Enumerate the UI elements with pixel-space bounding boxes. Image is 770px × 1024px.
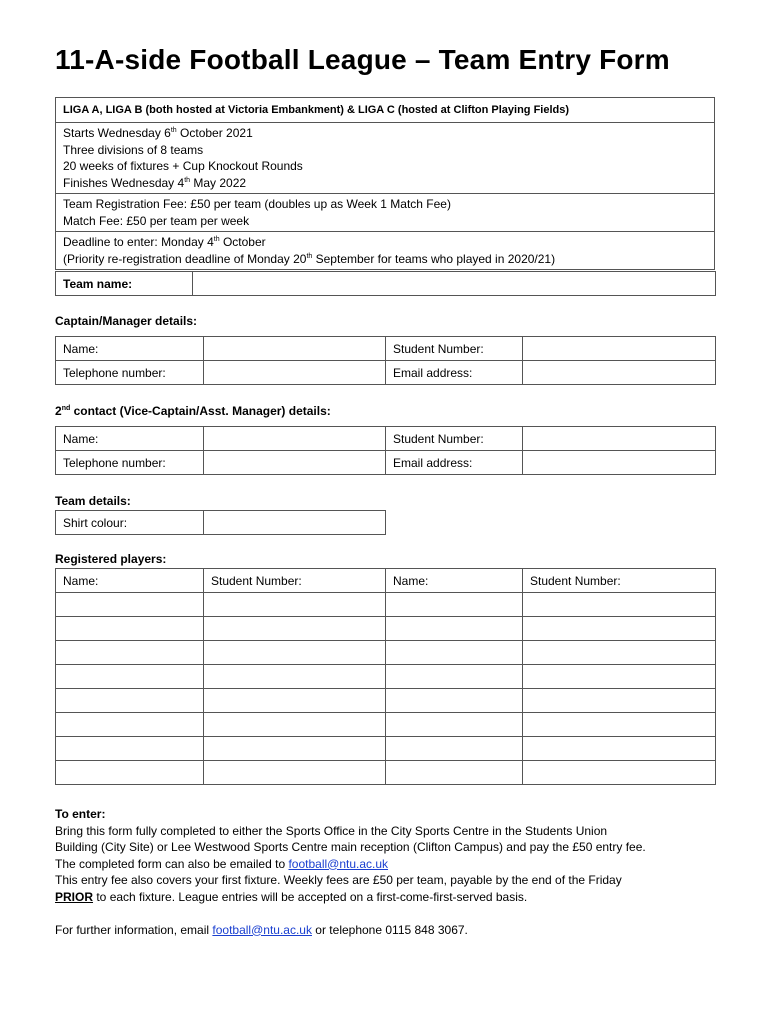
player-row — [56, 641, 716, 665]
player-student-number-field[interactable] — [523, 713, 716, 737]
second-contact-name-field[interactable] — [204, 427, 386, 451]
player-student-number-field[interactable] — [204, 617, 386, 641]
player-name-field[interactable] — [386, 737, 523, 761]
player-name-field[interactable] — [386, 641, 523, 665]
email-link[interactable]: football@ntu.ac.uk — [288, 856, 389, 871]
second-contact-student-number-field[interactable] — [523, 427, 716, 451]
player-student-number-field[interactable] — [204, 593, 386, 617]
player-name-field[interactable] — [56, 761, 204, 785]
captain-table — [55, 336, 716, 385]
captain-telephone-label: Telephone number: — [56, 361, 204, 385]
player-row — [56, 617, 716, 641]
fees-cell — [56, 194, 715, 232]
second-contact-name-label: Name: — [56, 427, 204, 451]
player-student-number-field[interactable] — [204, 689, 386, 713]
deadline-text: Deadline to enter: Monday 4th October — [63, 235, 266, 249]
further-info-email-link[interactable]: football@ntu.ac.uk — [212, 922, 312, 937]
player-row — [56, 593, 716, 617]
deadline-cell — [56, 232, 715, 270]
team-name-table — [55, 271, 716, 296]
player-name-field[interactable] — [56, 617, 204, 641]
registered-players-heading: Registered players: — [55, 552, 167, 566]
player-student-number-field[interactable] — [523, 689, 716, 713]
player-student-number-field[interactable] — [523, 737, 716, 761]
captain-telephone-field[interactable] — [204, 361, 386, 385]
player-name-field[interactable] — [56, 641, 204, 665]
players-col-name-1: Name: — [56, 569, 204, 593]
captain-student-number-field[interactable] — [523, 337, 716, 361]
instructions-line-3: The completed form can also be emailed to football@ntu.ac.uk — [55, 856, 389, 871]
entry-instructions — [55, 806, 735, 938]
player-name-field[interactable] — [386, 665, 523, 689]
players-col-student-number-1: Student Number: — [204, 569, 386, 593]
league-dates-cell — [56, 123, 715, 194]
player-student-number-field[interactable] — [523, 593, 716, 617]
player-name-field[interactable] — [386, 593, 523, 617]
player-name-field[interactable] — [56, 593, 204, 617]
captain-email-field[interactable] — [523, 361, 716, 385]
team-details-heading: Team details: — [55, 494, 131, 508]
player-student-number-field[interactable] — [204, 737, 386, 761]
second-contact-telephone-label: Telephone number: — [56, 451, 204, 475]
shirt-colour-field[interactable] — [204, 511, 386, 535]
player-row — [56, 737, 716, 761]
player-student-number-field[interactable] — [523, 641, 716, 665]
second-contact-table — [55, 426, 716, 475]
player-name-field[interactable] — [386, 617, 523, 641]
player-name-field[interactable] — [56, 689, 204, 713]
registered-players-table — [55, 568, 716, 785]
instructions-line-1: Bring this form fully completed to either the Sports Office in the City Sports Centre in the Students Union — [55, 823, 608, 838]
second-contact-email-field[interactable] — [523, 451, 716, 475]
captain-name-label: Name: — [56, 337, 204, 361]
player-student-number-field[interactable] — [523, 761, 716, 785]
shirt-colour-label: Shirt colour: — [56, 511, 204, 535]
player-row — [56, 761, 716, 785]
further-information-line: For further information, email football@ntu.ac.uk or telephone 0115 848 3067. — [55, 922, 468, 937]
player-student-number-field[interactable] — [204, 713, 386, 737]
player-row — [56, 689, 716, 713]
captain-email-label: Email address: — [386, 361, 523, 385]
captain-name-field[interactable] — [204, 337, 386, 361]
fixtures-text: 20 weeks of fixtures + Cup Knockout Rounds — [63, 159, 303, 173]
page-title: 11-A-side Football League – Team Entry Form — [55, 44, 670, 75]
priority-deadline-text: (Priority re-registration deadline of Monday 20th September for teams who played in 2020/21) — [63, 251, 556, 266]
team-name-label: Team name: — [56, 272, 193, 296]
to-enter-heading: To enter: — [55, 807, 106, 821]
player-student-number-field[interactable] — [204, 641, 386, 665]
team-details-table — [55, 510, 386, 535]
footer-spacer — [55, 905, 735, 922]
divisions-text: Three divisions of 8 teams — [63, 142, 204, 157]
player-name-field[interactable] — [386, 689, 523, 713]
second-contact-email-label: Email address: — [386, 451, 523, 475]
player-student-number-field[interactable] — [204, 665, 386, 689]
player-student-number-field[interactable] — [523, 617, 716, 641]
instructions-line-2: Building (City Site) or Lee Westwood Sports Centre main reception (Clifton Campus) and pay the £50 entry fee. — [55, 840, 646, 854]
player-name-field[interactable] — [56, 737, 204, 761]
player-name-field[interactable] — [386, 761, 523, 785]
player-row — [56, 665, 716, 689]
player-student-number-field[interactable] — [204, 761, 386, 785]
team-name-field[interactable] — [193, 272, 716, 296]
registration-fee: Team Registration Fee: £50 per team (doubles up as Week 1 Match Fee) — [63, 197, 451, 211]
captain-student-number-label: Student Number: — [386, 337, 523, 361]
instructions-line-4: This entry fee also covers your first fixture. Weekly fees are £50 per team, payable by the end of the Friday — [55, 873, 622, 887]
finish-date: Finishes Wednesday 4th May 2022 — [63, 175, 247, 190]
player-student-number-field[interactable] — [523, 665, 716, 689]
start-date: Starts Wednesday 6th October 2021 — [63, 126, 253, 140]
second-contact-telephone-field[interactable] — [204, 451, 386, 475]
players-col-name-2: Name: — [386, 569, 523, 593]
second-contact-student-number-label: Student Number: — [386, 427, 523, 451]
player-row — [56, 713, 716, 737]
league-info-box — [55, 97, 715, 270]
player-name-field[interactable] — [386, 713, 523, 737]
player-name-field[interactable] — [56, 713, 204, 737]
player-name-field[interactable] — [56, 665, 204, 689]
league-info-header: LIGA A, LIGA B (both hosted at Victoria Embankment) & LIGA C (hosted at Clifton Playing Fields) — [56, 98, 715, 123]
instructions-line-5: PRIOR to each fixture. League entries will be accepted on a first-come-first-served basis. — [55, 889, 528, 904]
players-col-student-number-2: Student Number: — [523, 569, 716, 593]
captain-heading: Captain/Manager details: — [55, 314, 198, 328]
second-contact-heading: 2nd contact (Vice-Captain/Asst. Manager) details: — [55, 404, 331, 418]
match-fee: Match Fee: £50 per team per week — [63, 213, 250, 228]
